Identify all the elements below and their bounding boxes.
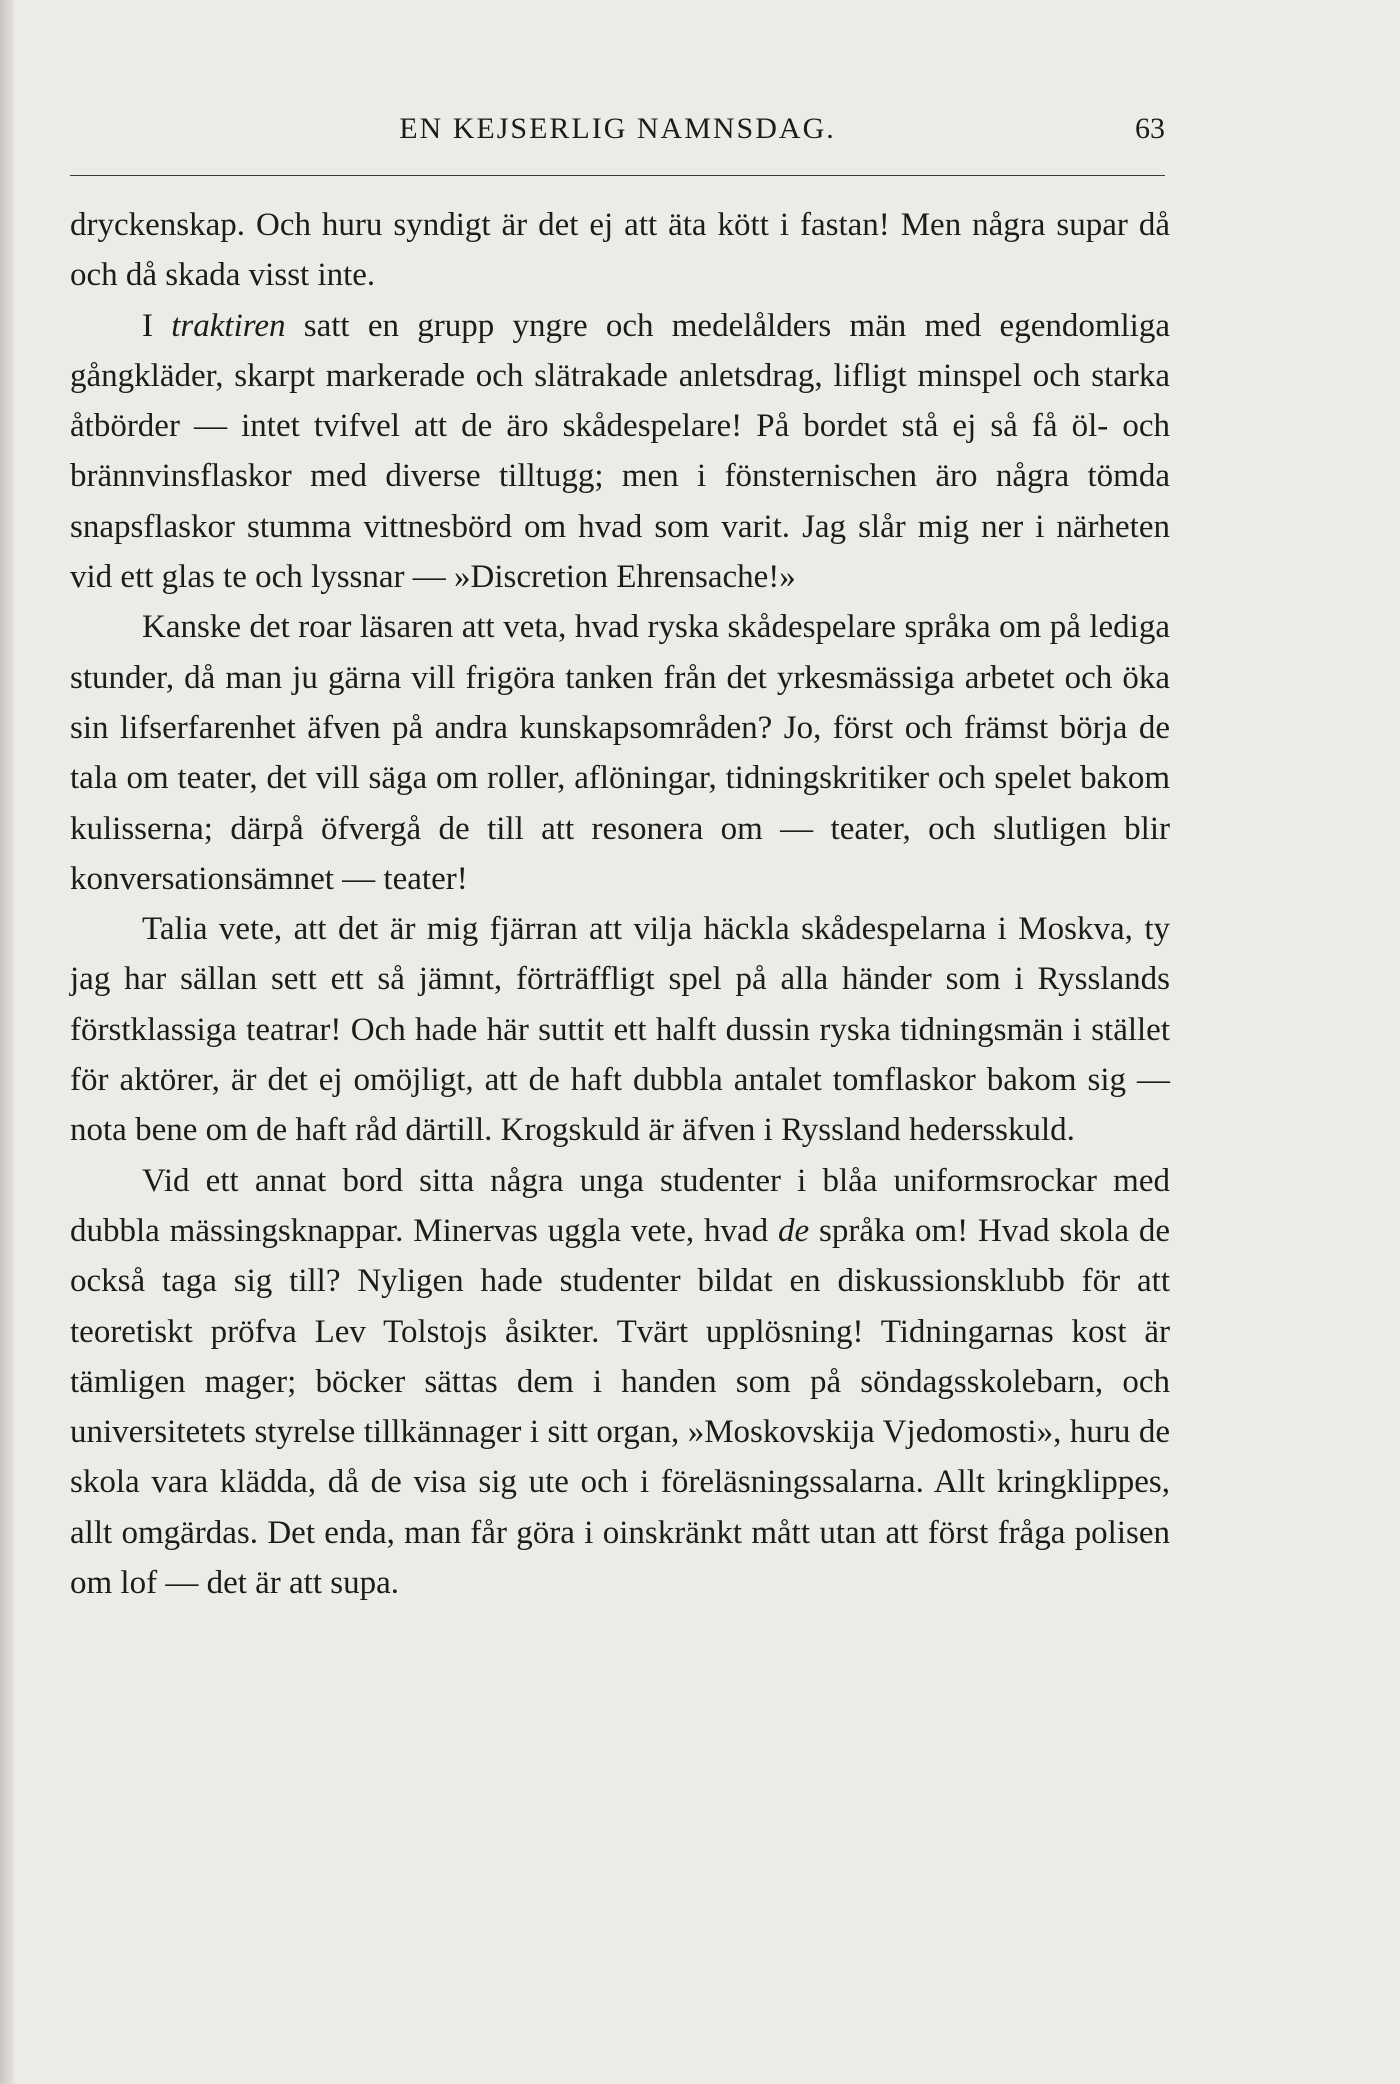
page-header	[70, 112, 1165, 162]
paragraph-5-italic-word: de	[777, 1212, 810, 1249]
paragraph-1-text: dryckenskap. Och huru syndigt är det ej att äta kött i fastan! Men några supar då och då skada visst inte.	[70, 207, 1170, 294]
paragraph-1	[70, 200, 1170, 301]
paragraph-5	[70, 1156, 1170, 1609]
page-spine-shadow	[0, 0, 14, 2084]
paragraph-4	[70, 904, 1170, 1155]
body-text	[70, 200, 1170, 1608]
running-title: EN KEJSERLIG NAMNSDAG.	[399, 112, 836, 145]
header-rule	[70, 175, 1165, 176]
paragraph-3-text: Kanske det roar läsaren att veta, hvad ryska skådespelare språka om på lediga stunder, då man ju gärna vill frigöra tanken från det yrkesmässiga arbetet och öka sin lifserfarenhet äfven på andra kunskapsområden? Jo, först och främst börja de tala om teater, det vill säga om roller, aflöningar, tidningskritiker och spelet bakom kulisserna; därpå öfvergå de till att resonera om — teater, och slutligen blir konversationsämnet — teater!	[70, 609, 1170, 897]
paragraph-2	[70, 301, 1170, 603]
paragraph-3	[70, 602, 1170, 904]
paragraph-5-text-after: språka om! Hvad skola de också taga sig till? Nyligen hade studenter bildat en diskussionsklubb för att teoretiskt pröfva Lev Tolstojs åsikter. Tvärt upplösning! Tidningarnas kost är tämligen mager; böcker sättas dem i handen som på söndagsskolebarn, och universitetets styrelse tillkännager i sitt organ, »Moskovskija Vjedomosti», huru de skola vara klädda, då de visa sig ute och i föreläsningssalarna. Allt kringklippes, allt omgärdas. Det enda, man får göra i oinskränkt mått utan att först fråga polisen om lof — det är att supa.	[70, 1212, 1170, 1602]
paragraph-2-lead: I traktiren	[142, 307, 286, 344]
paragraph-4-text: Talia vete, att det är mig fjärran att vilja häckla skådespelarna i Moskva, ty jag har sällan sett ett så jämnt, förträffligt spel på alla händer som i Rysslands förstklassiga teatrar! Och hade här suttit ett halft dussin ryska tidningsmän i stället för aktörer, är det ej omöjligt, att de haft dubbla antalet tomflaskor bakom sig — nota bene om de haft råd därtill. Krogskuld är äfven i Ryssland hedersskuld.	[70, 911, 1170, 1149]
page-number: 63	[1135, 112, 1165, 145]
paragraph-5-text: Vid ett annat bord sitta några unga studenter i blåa uniformsrockar med dubbla mässingsknappar. Minervas uggla vete, hvad	[70, 1162, 1170, 1249]
paragraph-2-text: satt en grupp yngre och medelålders män med egendomliga gångkläder, skarpt markerade och slätrakade anletsdrag, lifligt minspel och starka åtbörder — intet tvifvel att de äro skådespelare! På bordet stå ej så få öl- och brännvinsflaskor med diverse tilltugg; men i fönsternischen äro några tömda snapsflaskor stumma vittnesbörd om hvad som varit. Jag slår mig ner i närheten vid ett glas te och lyssnar — »Discretion Ehrensache!»	[70, 307, 1170, 596]
